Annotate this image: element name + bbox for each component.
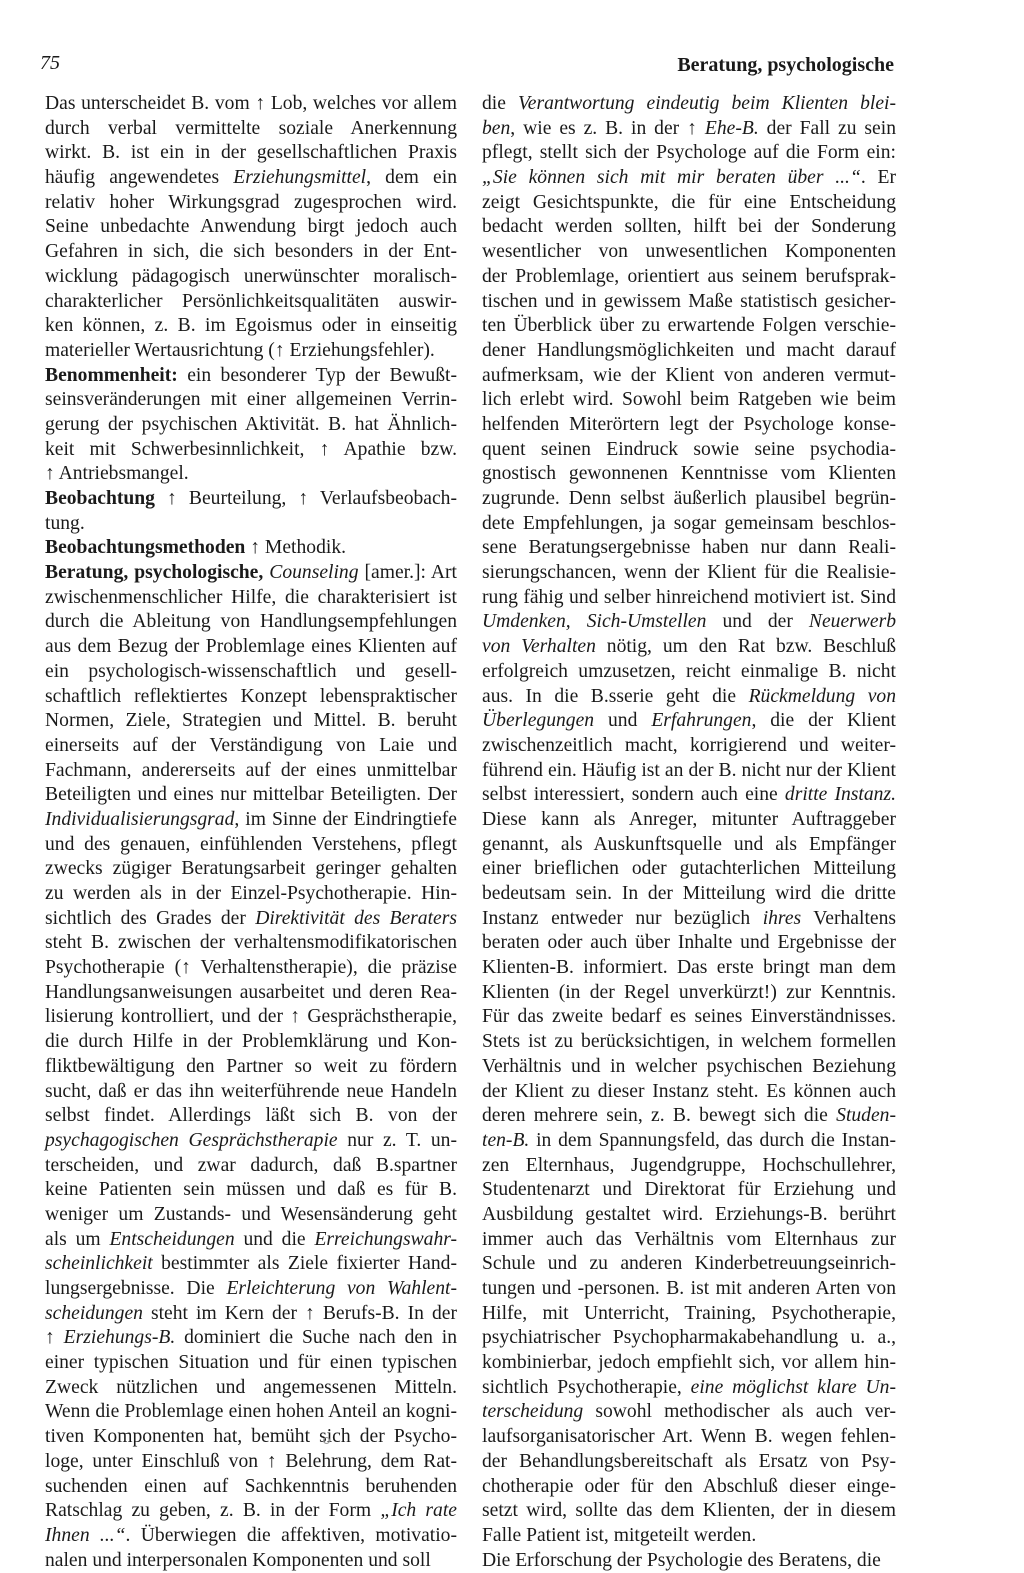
text-segment: zwecks zügiger Beratungsarbeit geringer gehalten <box>45 858 457 880</box>
text-line <box>45 1475 457 1500</box>
emphasis-text: Erfahrungen <box>651 710 752 732</box>
text-segment: loge, unter Einschluß von ↑ Belehrung, dem Rat- <box>45 1450 457 1472</box>
text-line <box>482 1499 896 1524</box>
text-line <box>482 487 896 512</box>
text-segment: Fachmann, andererseits auf der eines unmittelbar <box>45 759 457 781</box>
emphasis-text: dritte Instanz. <box>784 784 896 806</box>
text-line <box>45 709 457 734</box>
text-segment: Seine unbedachte Anwendung birgt jedoch auch <box>45 216 457 238</box>
text-segment: ein besonderer Typ der Bewußt- <box>177 364 457 386</box>
text-line <box>482 1376 896 1401</box>
text-segment: charakterlicher Persönlichkeitsqualitäten auswir- <box>45 290 457 312</box>
text-line <box>482 808 896 833</box>
text-segment: erfolgreich umzusetzen, reicht einmalige B. nicht <box>482 660 896 682</box>
text-segment: ↑ Methodik. <box>245 537 347 559</box>
text-line <box>482 438 896 463</box>
text-line <box>482 265 896 290</box>
text-segment: selbst interessiert, sondern auch eine <box>482 784 785 806</box>
text-line <box>45 1030 457 1055</box>
text-segment: [amer.]: Art <box>358 562 457 584</box>
text-line <box>45 685 457 710</box>
text-line <box>482 166 896 191</box>
text-line <box>45 610 457 635</box>
text-segment: bedacht werden sollten, hilft bei der Sonderung <box>482 216 896 238</box>
text-segment: zeigt Gesichtspunkte, die für eine Entscheidung <box>482 191 896 213</box>
text-line <box>482 734 896 759</box>
text-line <box>45 413 457 438</box>
text-segment: lungsergebnisse. Die <box>45 1278 227 1299</box>
text-line <box>45 783 457 808</box>
emphasis-text: Verantwortung eindeutig beim Klienten blei- <box>518 93 896 114</box>
text-segment: lich erlebt wird. Sowohl beim Ratgeben wie beim <box>482 389 896 411</box>
text-segment: sowohl methodischer als auch ver- <box>583 1401 896 1423</box>
text-line <box>482 92 896 117</box>
text-line <box>482 388 896 413</box>
text-line <box>482 1005 896 1030</box>
emphasis-text: psychagogischen Gesprächstherapie <box>45 1129 338 1151</box>
text-segment: pflegt, stellt sich der Psychologe auf die Form ein: <box>482 142 896 164</box>
entry-headword: Beratung, psychologische, <box>45 562 264 584</box>
text-segment: bedeutsam sein. In der Mitteilung wird die dritte <box>482 883 896 904</box>
text-line <box>482 462 896 487</box>
text-segment: und <box>594 710 652 732</box>
left-text-column <box>45 92 457 1573</box>
text-line <box>482 660 896 685</box>
text-line <box>482 215 896 240</box>
text-line <box>45 487 457 512</box>
text-segment: Für das zweite bedarf es seines Einverständnisses. <box>482 1006 896 1028</box>
text-segment: zwischenmenschlicher Hilfe, die charakterisiert ist <box>45 586 457 608</box>
text-segment: deren mehrere sein, z. B. bewegt sich die <box>482 1105 837 1127</box>
text-line <box>45 117 457 142</box>
text-line <box>482 117 896 142</box>
text-segment: und die <box>234 1228 315 1250</box>
text-line <box>45 660 457 685</box>
text-line <box>45 1154 457 1179</box>
emphasis-text: Ihnen ...“ <box>45 1524 126 1546</box>
text-segment: Stets ist zu berücksichtigen, in welchem formellen <box>482 1031 896 1053</box>
text-segment: materieller Wertausrichtung (↑ Erziehungsfehler). <box>45 339 435 361</box>
text-segment: der Problemlage, orientiert aus seinem berufsprak- <box>482 265 896 287</box>
emphasis-text: Individualisierungsgrad <box>45 808 235 830</box>
text-segment: keit mit Schwerbesinnlichkeit, ↑ Apathie bzw. <box>45 438 457 460</box>
text-segment: Beteiligten und eines nur mittelbar Beteiligten. Der <box>45 784 457 806</box>
text-line <box>45 290 457 315</box>
text-line <box>482 907 896 932</box>
text-segment: zwischenzeitlich macht, korrigierend und weiter- <box>482 734 896 756</box>
text-segment: terscheiden, und zwar dadurch, daß B.spartner <box>45 1154 457 1176</box>
text-segment: laufsorganisatorischer Art. Wenn B. wegen fehlen- <box>482 1426 896 1448</box>
text-line <box>45 92 457 117</box>
text-segment: ↑ Beurteilung, ↑ Verlaufsbeobach- <box>154 488 457 509</box>
emphasis-text: „Sie können sich mit mir beraten über ...“ <box>482 167 861 189</box>
text-segment: sichtlich Psychotherapie, <box>482 1376 691 1398</box>
text-segment: tung. <box>45 512 85 534</box>
text-segment: ten Überblick über zu erwartende Folgen verschie- <box>482 315 896 337</box>
text-line <box>45 1104 457 1129</box>
text-line <box>482 240 896 265</box>
text-segment: gerung der psychischen Aktivität. B. hat Ähnlich- <box>45 413 457 435</box>
text-line <box>45 536 457 561</box>
text-segment: psychiatrischer Psychopharmakabehandlung u. a., <box>482 1327 896 1349</box>
text-segment: quent seinen Eindruck sowie seine psychodia- <box>482 438 896 460</box>
text-line <box>45 1499 457 1524</box>
text-segment: sichtlich des Grades der <box>45 907 256 929</box>
text-line <box>45 1055 457 1080</box>
text-line <box>45 907 457 932</box>
text-segment: in dem Spannungsfeld, das durch die Instan- <box>529 1129 896 1151</box>
text-line <box>45 388 457 413</box>
text-segment: ken können, z. B. im Egoismus oder in einseitig <box>45 315 457 337</box>
text-segment: durch die Ableitung von Handlungsempfehlungen <box>45 611 457 633</box>
text-segment: nalen und interpersonalen Komponenten und soll <box>45 1549 431 1571</box>
emphasis-text: Rückmeldung von <box>748 685 896 707</box>
text-line <box>482 882 896 907</box>
text-segment: keine Patienten sein müssen und daß es für B. <box>45 1179 457 1201</box>
text-segment: einer brieflichen oder gutachterlichen Mitteilung <box>482 858 896 880</box>
text-line <box>482 1524 896 1549</box>
text-segment: genannt, als Auskunftsquelle und als Empfänger <box>482 833 896 855</box>
emphasis-text: Umdenken, Sich-Umstellen <box>482 611 707 633</box>
text-line <box>45 1228 457 1253</box>
text-line <box>482 339 896 364</box>
emphasis-text: Ehe-B. <box>704 117 759 139</box>
text-line <box>45 215 457 240</box>
text-line <box>482 610 896 635</box>
text-segment: wesentlicher von unwesentlichen Komponenten <box>482 241 896 263</box>
text-segment: einer typischen Situation und für einen typischen <box>45 1352 457 1374</box>
text-line <box>482 141 896 166</box>
text-segment: Normen, Ziele, Strategien und Mittel. B. beruht <box>45 710 457 732</box>
text-line <box>45 462 457 487</box>
text-line <box>482 956 896 981</box>
text-line <box>482 1104 896 1129</box>
text-segment: führend ein. Häufig ist an der B. nicht nur der Klient <box>482 759 896 781</box>
emphasis-text: Direktivität des Beraters <box>255 907 457 929</box>
text-segment: der Klient zu dieser Instanz steht. Es können auch <box>482 1080 896 1102</box>
text-segment: ein psychologisch-wissenschaftlich und gesell- <box>45 660 457 682</box>
text-segment: . Überwiegen die affektiven, motivatio- <box>125 1524 457 1546</box>
text-line <box>45 1326 457 1351</box>
text-line <box>482 857 896 882</box>
text-line <box>482 1228 896 1253</box>
text-line <box>45 339 457 364</box>
running-head: Beratung, psychologische <box>677 54 894 76</box>
text-segment: Das unterscheidet B. vom ↑ Lob, welches vor allem <box>45 93 457 114</box>
text-line <box>482 1549 896 1573</box>
entry-headword: Beobachtungsmethoden <box>45 537 246 559</box>
text-line <box>482 191 896 216</box>
text-segment: Wenn die Problemlage einen hohen Anteil an kogni- <box>45 1401 457 1423</box>
text-line <box>482 1400 896 1425</box>
text-line <box>482 512 896 537</box>
text-line <box>45 956 457 981</box>
text-segment: tischen und in gewissem Maße statistisch gesicher- <box>482 290 896 312</box>
text-segment: als um <box>45 1228 110 1250</box>
text-line <box>45 981 457 1006</box>
text-segment: , im Sinne der Eindringtiefe <box>234 808 457 830</box>
text-segment: Ratschlag zu geben, z. B. in der Form <box>45 1500 381 1522</box>
text-segment: Ausbildung gestaltet wird. Erziehungs-B. berührt <box>482 1203 896 1225</box>
text-line <box>45 586 457 611</box>
text-line <box>45 882 457 907</box>
text-segment: relativ hoher Wirkungsgrad zugesprochen wird. <box>45 191 457 213</box>
text-line <box>482 1080 896 1105</box>
text-line <box>45 1129 457 1154</box>
text-line <box>482 1425 896 1450</box>
text-segment: Diese kann als Anreger, mitunter Auftraggeber <box>482 808 896 830</box>
text-segment: Instanz entweder nur bezüglich <box>482 907 763 929</box>
text-segment: der Behandlungsbereitschaft als Ersatz von Psy- <box>482 1450 896 1472</box>
text-line <box>45 561 457 586</box>
emphasis-text: Entscheidungen <box>109 1228 235 1250</box>
emphasis-text: Neuerwerb <box>808 611 896 633</box>
text-segment: Verhaltens <box>801 907 897 929</box>
text-line <box>482 783 896 808</box>
text-segment: Gefahren in sich, die sich besonders in der Ent- <box>45 241 457 263</box>
text-line <box>45 364 457 389</box>
text-line <box>45 512 457 537</box>
right-text-column <box>482 92 896 1573</box>
text-line <box>45 1351 457 1376</box>
emphasis-text: „Ich rate <box>380 1500 457 1522</box>
emphasis-text: Erleichterung von Wahlent- <box>226 1278 458 1299</box>
text-segment: die durch Hilfe in der Problemklärung und Kon- <box>45 1031 457 1053</box>
text-line <box>45 635 457 660</box>
text-line <box>482 1055 896 1080</box>
text-line <box>45 1549 457 1573</box>
entry-headword: Benommenheit: <box>45 364 178 386</box>
text-line <box>45 1005 457 1030</box>
text-line <box>45 1203 457 1228</box>
text-line <box>482 1450 896 1475</box>
text-line <box>482 1203 896 1228</box>
text-segment: schaftlich reflektiertes Konzept lebenspraktischer <box>45 685 457 707</box>
emphasis-text: ben <box>482 117 511 139</box>
text-segment: Die Erforschung der Psychologie des Beratens, die <box>482 1549 881 1571</box>
text-segment: einerseits auf der Verständigung von Laie und <box>45 734 457 756</box>
text-segment: Handlungsanweisungen ausarbeitet und deren Rea- <box>45 981 457 1003</box>
text-segment: und der <box>706 611 809 633</box>
text-segment: kombinierbar, jedoch empfiehlt sich, vor allem hin- <box>482 1352 896 1374</box>
text-segment: zugrunde. Denn selbst äußerlich plausibel begrün- <box>482 488 896 509</box>
text-segment: fliktbewältigung den Partner so weit zu fördern <box>45 1055 457 1077</box>
text-line <box>482 833 896 858</box>
text-segment: gnostisch gewonnenen Kenntnisse vom Klienten <box>482 463 896 485</box>
text-line <box>45 1400 457 1425</box>
text-segment: setzt wird, sollte das dem Klienten, der in diesem <box>482 1500 896 1522</box>
text-segment: tiven Komponenten hat, bemüht sich der Psycho- <box>45 1426 457 1448</box>
text-line <box>45 931 457 956</box>
text-segment: nötig, um den Rat bzw. Beschluß <box>595 636 897 658</box>
emphasis-text: Studen- <box>836 1105 896 1127</box>
emphasis-text: Erziehungsmittel <box>233 167 367 189</box>
text-line <box>45 141 457 166</box>
text-segment: steht im Kern der ↑ Berufs-B. In der <box>142 1302 457 1324</box>
page-speck <box>323 1437 330 1444</box>
text-line <box>482 314 896 339</box>
text-segment: Klienten-B. informiert. Das erste bringt man dem <box>482 957 896 979</box>
text-line <box>45 314 457 339</box>
page-number: 75 <box>40 52 60 74</box>
text-segment: tungen und -personen. B. ist mit anderen Arten von <box>482 1278 896 1299</box>
text-line <box>45 1524 457 1549</box>
emphasis-text: ten-B. <box>482 1129 530 1151</box>
text-segment: und des genauen, einfühlenden Verstehens, pflegt <box>45 833 457 855</box>
text-segment: aufmerksam, wie der Klient von anderen vermut- <box>482 364 896 386</box>
text-segment: sene Beratungsergebnisse haben nur dann Reali- <box>482 537 896 559</box>
text-line <box>482 635 896 660</box>
text-line <box>482 685 896 710</box>
emphasis-text: Erreichungswahr- <box>314 1228 457 1250</box>
text-segment: bestimmter als Ziele fixierter Hand- <box>152 1253 457 1275</box>
text-segment: immer auch das Verhältnis vom Elternhaus zur <box>482 1228 896 1250</box>
text-segment: dete Empfehlungen, ja sogar gemeinsam beschlos- <box>482 512 896 534</box>
text-segment: ↑ <box>45 1327 64 1349</box>
text-segment: rung fähig und selber hinreichend motiviert ist. Sind <box>482 586 896 608</box>
text-line <box>482 536 896 561</box>
text-line <box>45 1450 457 1475</box>
text-line <box>482 1302 896 1327</box>
text-segment: helfenden Miterörtern legt der Psychologe konse- <box>482 413 896 435</box>
text-line <box>45 166 457 191</box>
text-line <box>45 808 457 833</box>
text-segment: sierungschancen, wenn der Klient für die Realisie- <box>482 562 896 584</box>
text-line <box>45 1425 457 1450</box>
text-line <box>45 438 457 463</box>
text-segment: aus dem Bezug der Problemlage eines Klienten auf <box>45 636 457 658</box>
text-segment: selbst findet. Allerdings läßt sich B. von der <box>45 1105 457 1127</box>
emphasis-text: von Verhalten <box>482 636 596 658</box>
text-line <box>482 1129 896 1154</box>
text-line <box>45 857 457 882</box>
text-line <box>45 759 457 784</box>
text-segment: beraten oder auch über Inhalte und Ergebnisse der <box>482 932 896 954</box>
text-line <box>482 290 896 315</box>
text-segment: Klienten (in der Regel unverkürzt!) zur Kenntnis. <box>482 981 896 1003</box>
text-line <box>482 1351 896 1376</box>
text-line <box>45 240 457 265</box>
text-segment: wirkt. B. ist ein in der gesellschaftlichen Praxis <box>45 142 457 164</box>
text-line <box>482 1154 896 1179</box>
text-segment: Zweck nützlichen und angemessenen Mitteln. <box>45 1376 457 1398</box>
text-segment: steht B. zwischen der verhaltensmodifikatorischen <box>45 932 457 954</box>
text-line <box>482 981 896 1006</box>
text-segment: Studentenarzt und Direktorat für Erziehung und <box>482 1179 896 1201</box>
text-segment: lisierung kontrolliert, und der ↑ Gesprächstherapie, <box>45 1006 457 1028</box>
text-segment: Falle Patient ist, mitgeteilt werden. <box>482 1524 757 1546</box>
text-line <box>45 1080 457 1105</box>
emphasis-text: ihres <box>762 907 802 929</box>
text-segment: , dem ein <box>366 167 457 189</box>
text-segment: häufig angewendetes <box>45 167 234 189</box>
emphasis-text: Counseling <box>269 562 359 584</box>
text-segment: die <box>482 93 518 114</box>
text-segment: ↑ Antriebsmangel. <box>45 463 189 485</box>
text-segment: , die der Klient <box>751 710 897 732</box>
text-line <box>482 1030 896 1055</box>
text-line <box>45 191 457 216</box>
text-line <box>482 1475 896 1500</box>
text-line <box>45 1178 457 1203</box>
text-line <box>482 931 896 956</box>
text-line <box>482 586 896 611</box>
text-line <box>482 1277 896 1302</box>
text-segment: , wie es z. B. in der ↑ <box>510 117 705 139</box>
text-segment: weniger um Zustands- und Wesensänderung geht <box>45 1203 457 1225</box>
emphasis-text: eine möglichst klare Un- <box>690 1376 897 1398</box>
text-line <box>45 734 457 759</box>
text-line <box>45 1252 457 1277</box>
text-line <box>482 364 896 389</box>
text-line <box>45 1302 457 1327</box>
text-line <box>482 709 896 734</box>
text-segment: suchenden einen auf Sachkenntnis beruhenden <box>45 1475 457 1497</box>
text-line <box>45 1277 457 1302</box>
text-segment: Hilfe, mit Unterricht, Training, Psychotherapie, <box>482 1302 896 1324</box>
text-line <box>482 759 896 784</box>
emphasis-text: Erziehungs-B. <box>63 1327 176 1349</box>
text-segment: zu werden als in der Einzel-Psychotherapie. Hin- <box>45 883 457 904</box>
text-line <box>45 265 457 290</box>
text-segment: aus. In die B.sserie geht die <box>482 685 749 707</box>
text-line <box>482 1178 896 1203</box>
text-line <box>482 1252 896 1277</box>
text-segment: chotherapie oder für den Abschluß dieser einge- <box>482 1475 896 1497</box>
text-segment: wicklung pädagogisch unerwünschter moralisch- <box>45 265 457 287</box>
entry-headword: Beobachtung <box>45 488 155 509</box>
text-segment: Schule und zu anderen Kinderbetreuungseinrich- <box>482 1253 896 1275</box>
text-segment: nur z. T. un- <box>337 1129 457 1151</box>
text-line <box>45 1376 457 1401</box>
emphasis-text: Überlegungen <box>482 710 595 732</box>
text-segment: seinsveränderungen mit einer allgemeinen Verrin- <box>45 389 457 411</box>
text-line <box>482 1326 896 1351</box>
text-line <box>482 561 896 586</box>
text-segment: durch verbal vermittelte soziale Anerkennung <box>45 117 457 139</box>
text-segment: zen Elternhaus, Jugendgruppe, Hochschullehrer, <box>482 1154 896 1176</box>
text-segment: Verhältnis und in welcher psychischen Beziehung <box>482 1055 896 1077</box>
text-line <box>482 413 896 438</box>
emphasis-text: scheidungen <box>45 1302 143 1324</box>
text-segment: dener Handlungsmöglichkeiten und macht darauf <box>482 339 896 361</box>
text-segment: der Fall zu sein <box>758 117 896 139</box>
text-segment: Psychotherapie (↑ Verhaltenstherapie), die präzise <box>45 957 457 979</box>
text-segment: sucht, daß er das ihn weiterführende neue Handeln <box>45 1080 457 1102</box>
text-segment: . Er <box>860 167 897 189</box>
text-segment: dominiert die Suche nach den in <box>175 1327 457 1349</box>
emphasis-text: scheinlichkeit <box>45 1253 153 1275</box>
emphasis-text: terscheidung <box>482 1401 584 1423</box>
text-line <box>45 833 457 858</box>
